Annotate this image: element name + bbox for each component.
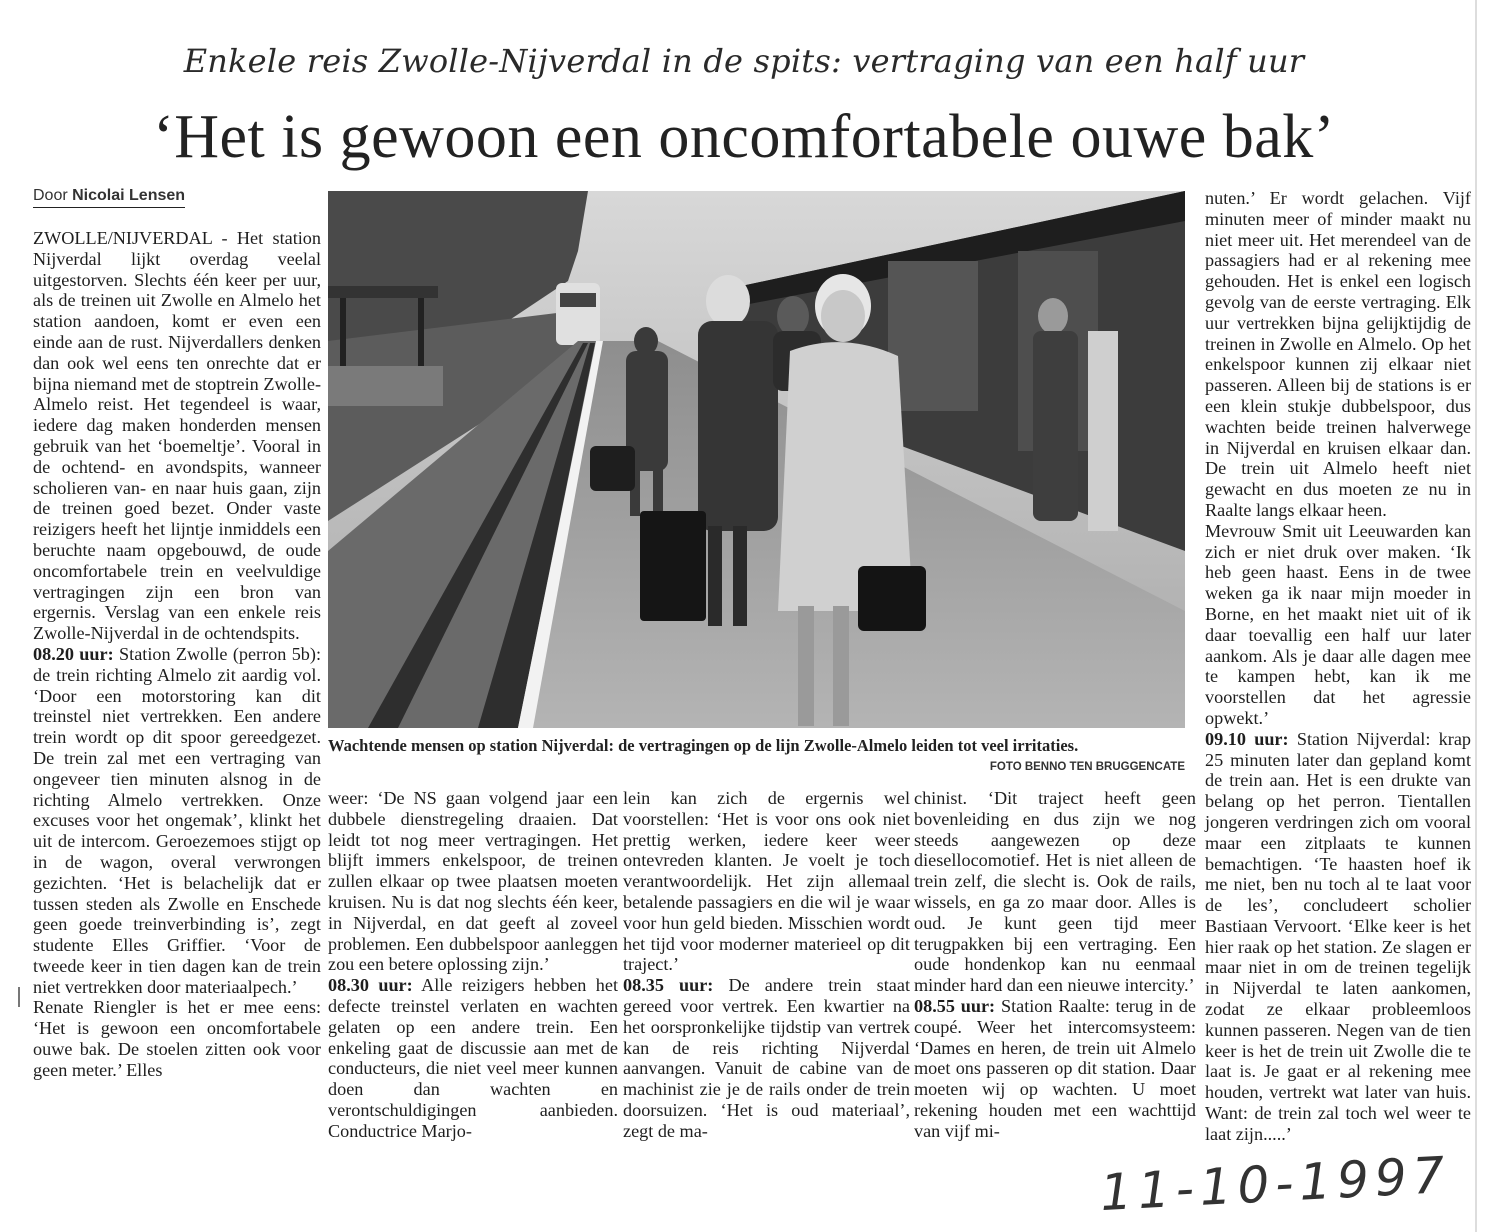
photo-credit: FOTO BENNO TEN BRUGGENCATE [989, 761, 1185, 773]
paragraph-text: chinist. ‘Dit traject heeft geen bovenleiding en dus zijn we nog steeds aangewezen op deze diesellocomotief. Het is niet alleen de trein zelf, die slecht is. Ook de rails, wissels, en ga zo maar door. Alles is oud. Je kunt geen tijd meer terugpakken bij een vertraging. Een oude hondenkop kan nu eenmaal minder hard dan een nieuwe intercity.’ [914, 788, 1196, 996]
paragraph-text: ZWOLLE/NIJVERDAL - Het station Nijverdal lijkt overdag veelal uitgestorven. Slechts één keer per uur, als de treinen uit Zwolle en Almelo het station aandoen, komt er even een einde aan de rust. Nijverdallers denken dan ook wel eens ten onrechte dat er bijna niemand met de stoptrein Zwolle-Almelo reist. Het tegendeel is waar, iedere dag maken honderden mensen gebruik van het ‘boemeltje’. Vooral in de ochtend- en avondspits, wanneer scholieren van- en naar huis gaan, zijn de treinen goed bezet. Onder vaste reizigers heeft het lijntje inmiddels een beruchte naam opgebouwd, de oude oncomfortabele trein en veelvuldige vertragingen zijn een bron van ergernis. Verslag van een enkele reis Zwolle-Nijverdal in de ochtendspits. [33, 228, 321, 644]
article-paragraph [623, 788, 910, 975]
scan-mark [18, 987, 20, 1007]
paragraph-text: Mevrouw Smit uit Leeuwarden kan zich er niet druk over maken. ‘Ik heb geen haast. Eens in de twee weken ga ik naar mijn moeder in Borne, en het maakt niet uit of ik daar toevallig een half uur later aankom. Als je daar alle dagen mee te kampen hebt, kan ik me voorstellen dat het agressie opwekt.’ [1205, 520, 1471, 728]
article-column-3 [623, 788, 910, 1142]
time-stamp-lead: 08.35 uur: [623, 975, 714, 996]
paragraph-text: Renate Riengler is het er mee eens: ‘Het is gewoon een oncomfortabele ouwe bak. De stoelen zitten ook voor geen meter.’ Elles [33, 997, 321, 1080]
paragraph-text: Station Raalte: terug in de coupé. Weer het intercomsysteem: ‘Dames en heren, de trein uit Almelo moet ons passeren op dit station. Daar moeten wij op wachten. U moet rekening houden met een wachttijd van vijf mi- [914, 995, 1197, 1141]
article-paragraph [33, 644, 321, 998]
byline-author: Nicolai Lensen [72, 187, 186, 204]
article-column-1 [33, 228, 321, 1081]
time-stamp-lead: 08.55 uur: [914, 995, 996, 1016]
time-stamp-lead: 09.10 uur: [1205, 728, 1289, 749]
article-paragraph [1205, 729, 1471, 1145]
station-platform-photo [328, 191, 1185, 728]
byline-prefix: Door [33, 187, 73, 204]
article-paragraph [914, 996, 1196, 1142]
paragraph-text: lein kan zich de ergernis wel voorstellen: ‘Het is voor ons ook niet prettig werken, iedere keer weer ontevreden klanten. Je voelt je toch verantwoordelijk. Het zijn allemaal betalende passagiers en die wil je waar voor hun geld bieden. Misschien wordt het tijd voor moderner materieel op dit traject.’ [623, 788, 910, 975]
photo-caption: Wachtende mensen op station Nijverdal: de vertragingen op de lijn Zwolle-Almelo leiden tot veel irritaties. [328, 736, 1079, 755]
paragraph-text: weer: ‘De NS gaan volgend jaar een dubbele dienstregeling draaien. Dat leidt tot nog meer vertragingen. Het blijft immers enkelspoor, de treinen zullen elkaar op twee plaatsen moeten kruisen. Nu is dat nog slechts één keer, in Nijverdal, en dat geeft al zoveel problemen. Een dubbelspoor aanleggen zou een betere oplossing zijn.’ [328, 788, 618, 975]
time-stamp-lead: 08.20 uur: [33, 643, 114, 664]
article-paragraph [1205, 521, 1471, 729]
article-paragraph [33, 228, 321, 644]
article-kicker: Enkele reis Zwolle-Nijverdal in de spits: vertraging van een half uur [183, 42, 1305, 80]
byline [33, 187, 185, 208]
paragraph-text: Station Nijverdal: krap 25 minuten later dan gepland komt de trein aan. Het is een drukte van belang op het perron. Tientallen jongeren verdringen zich om vooral maar een zitplaats te kunnen bemachtigen. ‘Te haasten hoef ik me niet, ben nu toch al te laat voor de les’, concludeert scholier Bastiaan Vervoort. ‘Elke keer is het hier raak op het station. Ze slagen er maar niet in om de treinen tegelijk in Nijverdal te laten aankomen, zodat ze elkaar probleemloos kunnen passeren. Negen van de tien keer is het de trein uit Zwolle die te laat is. Je gaat er al rekening mee houden, vertrekt wat later van huis. Want: de trein zal toch wel weer te laat zijn.....’ [1205, 728, 1471, 1144]
time-stamp-lead: 08.30 uur: [328, 975, 413, 996]
article-photo [328, 191, 1185, 728]
paragraph-text: De andere trein staat gereed voor vertrek. Een kwartier na het oorspronkelijke tijdstip van vertrek kan de reis richting Nijverdal aanvangen. Vanuit de cabine van de machinist zie je de rails onder de trein doorsuizen. ‘Het is oud materiaal’, zegt de ma- [623, 975, 910, 1141]
article-paragraph [1205, 188, 1471, 521]
article-paragraph [623, 975, 910, 1141]
article-paragraph [33, 997, 321, 1080]
paragraph-text: nuten.’ Er wordt gelachen. Vijf minuten meer of minder maakt nu niet meer uit. Het merendeel van de passagiers had er al rekening mee gehouden. Het is enkel een logisch gevolg van de eerste vertraging. Elk uur vertrekken bijna gelijktijdig de treinen in Zwolle en Almelo. Op het enkelspoor kunnen zij elkaar niet passeren. Alleen bij de stations is er een klein stukje dubbelspoor, dus wachten beide treinen halverwege in Nijverdal en kruisen elkaar dan. De trein uit Almelo heeft niet gewacht en dus moeten ze nu in Raalte langs elkaar heen. [1205, 188, 1471, 520]
handwritten-date: 11-10-1997 [1098, 1145, 1452, 1223]
article-paragraph [914, 788, 1196, 996]
article-headline: ‘Het is gewoon een oncomfortabele ouwe bak’ [153, 103, 1335, 171]
article-paragraph [328, 788, 618, 975]
scan-edge [1475, 0, 1477, 1232]
article-paragraph [328, 975, 618, 1141]
paragraph-text: Alle reizigers hebben het defecte treinstel verlaten en wachten gelaten op een andere trein. Een enkeling gaat de discussie aan met de conducteurs, die niet veel meer kunnen doen dan wachten en verontschuldigingen aanbieden. Conductrice Marjo- [328, 975, 618, 1141]
paragraph-text: Station Zwolle (perron 5b): de trein richting Almelo zit aardig vol. ‘Door een motorstoring kan dit treinstel niet vertrekken. Een andere trein wordt op dit spoor gereedgezet. De trein zal met een vertraging van ongeveer tien minuten alsnog in de richting Almelo vertrekken. Onze excuses voor het ongemak’, klinkt het uit de intercom. Geroezemoes stijgt op in de wagon, overal verwrongen gezichten. ‘Het is belachelijk dat er tussen steden als Zwolle en Enschede geen goede treinverbinding is’, zegt studente Elles Griffier. ‘Voor de tweede keer in tien dagen kan de trein niet vertrekken door materiaalpech.’ [33, 643, 322, 997]
article-column-4 [914, 788, 1196, 1142]
article-column-5 [1205, 188, 1471, 1145]
article-column-2 [328, 788, 618, 1142]
